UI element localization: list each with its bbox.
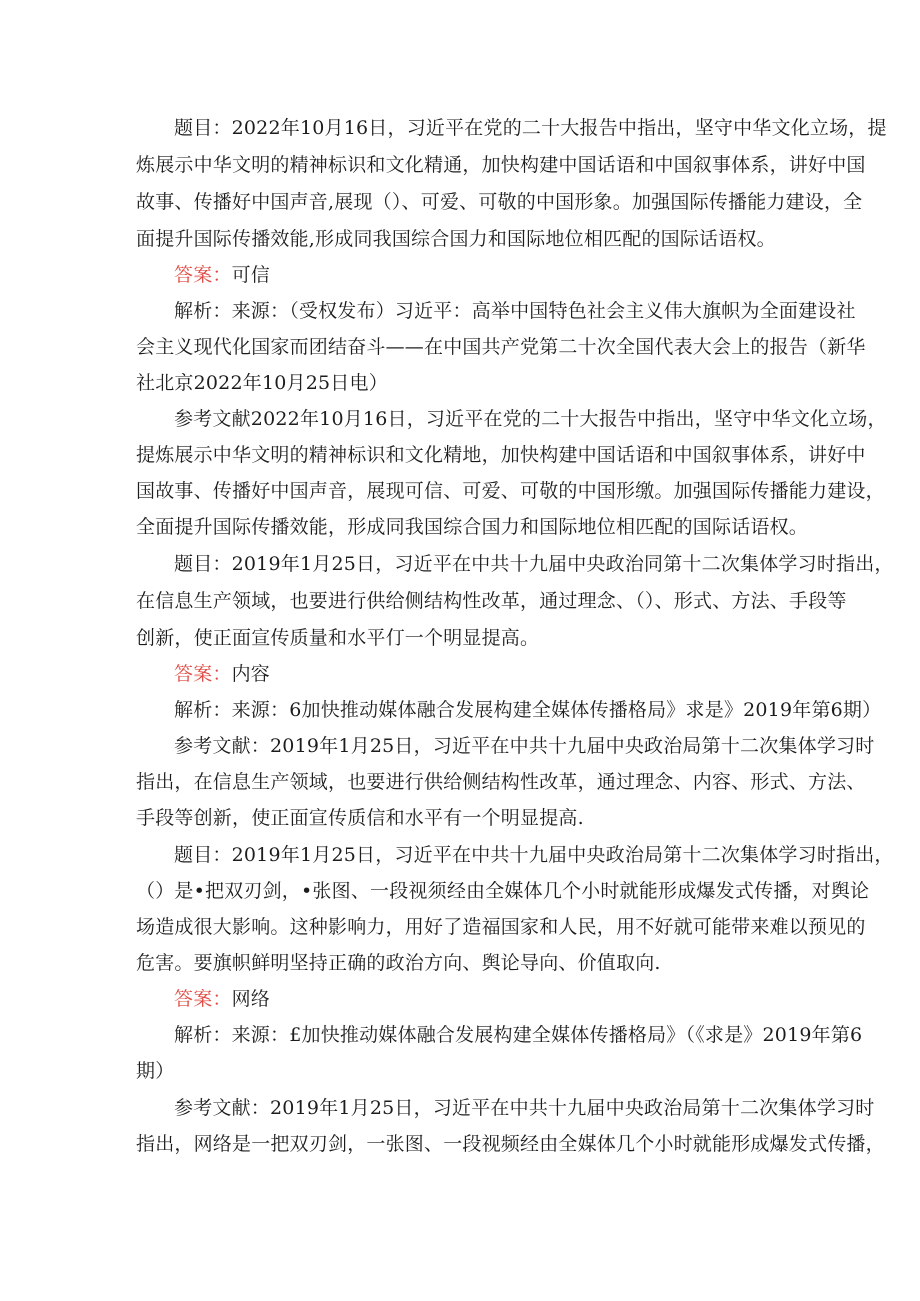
analysis-3-line-1: 解析：来源：£加快推动媒体融合发展构建全媒体传播格局》（《求是》2019年第6 — [174, 1024, 863, 1046]
reference-3-line-2: 指出，网络是一把双刃剑，一张图、一段视频经由全媒体几个小时就能形成爆发式传播， — [136, 1133, 885, 1155]
analysis-3-line-2: 期） — [136, 1060, 175, 1082]
reference-2-line-3: 手段等创新，使正面宣传质信和水平有一个明显提高. — [136, 807, 584, 829]
question-3-line-4: 危害。要旗帜鲜明坚持正确的政治方向、舆论导向、价值取向. — [136, 952, 661, 974]
reference-1-line-4: 全面提升国际传播效能，形成同我国综合国力和国际地位相匹配的国际话语权。 — [136, 516, 809, 538]
question-3-line-2: （）是•把双刃剑，•张图、一段视须经由全媒体几个小时就能形成爆发式传播，对舆论 — [136, 880, 870, 902]
question-1-line-1: 题目：2022年10月16日，习近平在党的二十大报告中指出，坚守中华文化立场，提 — [174, 117, 887, 139]
answer-2-label: 答案： — [174, 663, 232, 685]
reference-1-line-3: 国故事、传播好中国声音，展现可信、可爱、可敬的中国形缴。加强国际传播能力建设， — [136, 480, 885, 502]
reference-2-line-2: 指出，在信息生产领域，也要进行供给侧结构性改革，通过理念、内容、形式、方法、 — [136, 771, 866, 793]
reference-2-line-1: 参考文献：2019年1月25日，习近平在中共十九届中央政治局第十二次集体学习时 — [174, 735, 875, 757]
analysis-2-line-1: 解析：来源：6加快推动媒体融合发展构建全媒体传播格局》求是》2019年第6期） — [174, 699, 882, 721]
reference-3-line-1: 参考文献：2019年1月25日，习近平在中共十九届中央政治局第十二次集体学习时 — [174, 1097, 875, 1119]
answer-1 — [174, 262, 270, 288]
question-1-line-3: 故事、传播好中国声音,展现（）、可爱、可敬的中国形象。加强国际传播能力建设，全 — [136, 191, 863, 213]
question-3-line-1: 题目：2019年1月25日，习近平在中共十九届中央政治局第十二次集体学习时指出， — [174, 844, 894, 866]
answer-3 — [174, 986, 270, 1012]
question-1-line-2: 炼展示中华文明的精神标识和文化精通，加快构建中国话语和中国叙事体系，讲好中国 — [136, 154, 866, 176]
question-2-line-3: 创新，使正面宣传质量和水平仃一个明显提高。 — [136, 627, 540, 649]
question-1-line-4: 面提升国际传播效能,形成同我国综合国力和国际地位相匹配的国际话语权。 — [136, 228, 776, 250]
answer-1-value: 可信 — [231, 264, 271, 286]
analysis-1-line-3: 社北京2022年10月25日电） — [136, 372, 388, 394]
answer-2 — [174, 661, 270, 687]
answer-3-label: 答案： — [174, 988, 232, 1010]
question-2-line-2: 在信息生产领域，也要进行供给侧结构性改革，通过理念、（）、形式、方法、手段等 — [136, 590, 847, 612]
question-2-line-1: 题目：2019年1月25日，习近平在中共十九届中央政治同第十二次集体学习时指出， — [174, 553, 894, 575]
reference-1-line-1: 参考文献2022年10月16日，习近平在党的二十大报告中指出，坚守中华文化立场， — [174, 408, 887, 430]
reference-1-line-2: 提炼展示中华文明的精神标识和文化精地，加快构建中国话语和中国叙事体系，讲好中 — [136, 444, 866, 466]
analysis-1-line-2: 会主义现代化国家而团结奋斗——在中国共产党第二十次全国代表大会上的报告（新华 — [136, 336, 866, 358]
answer-2-value: 内容 — [231, 663, 271, 685]
question-3-line-3: 场造成很大影响。这种影响力，用好了造福国家和人民，用不好就可能带来难以预见的 — [136, 916, 866, 938]
answer-3-value: 网络 — [231, 988, 271, 1010]
answer-1-label: 答案： — [174, 264, 232, 286]
analysis-1-line-1: 解析：来源：（受权发布）习近平：高举中国特色社会主义伟大旗帜为全面建设社 — [174, 300, 856, 322]
